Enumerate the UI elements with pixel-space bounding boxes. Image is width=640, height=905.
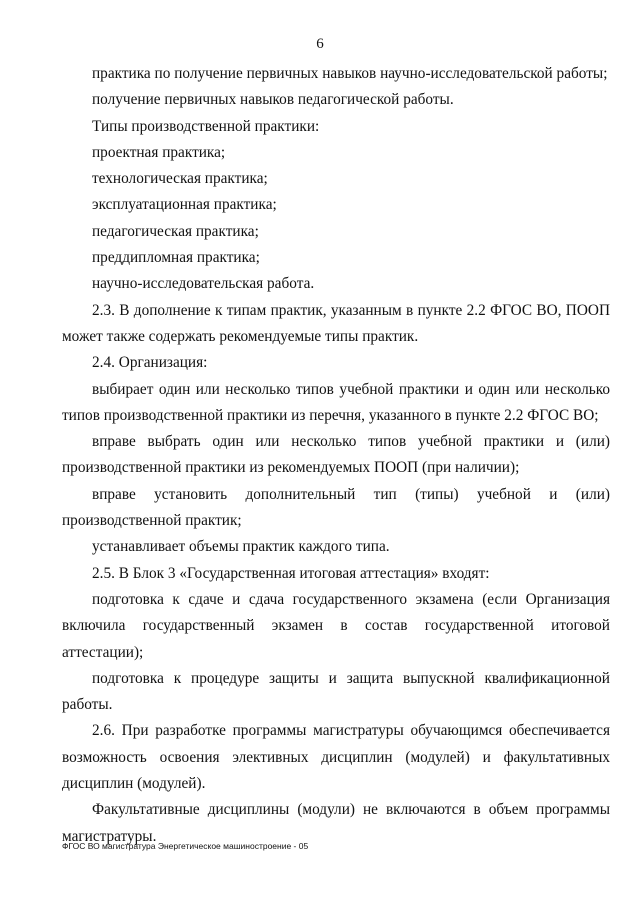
list-item: технологическая практика; <box>92 170 268 188</box>
paragraph: Типы производственной практики: <box>92 117 320 135</box>
paragraph: практика по получение первичных навыков научно-исследовательской работы; <box>92 65 608 82</box>
list-item: проектная практика; <box>92 143 226 161</box>
paragraph: 2.5. В Блок 3 «Государственная итоговая аттестация» входят: <box>92 564 490 582</box>
paragraph: подготовка к сдаче и сдача государственного экзамена (если Организация включила государственный экзамен в состав государственной итоговой аттестации); <box>62 590 610 661</box>
paragraph: получение первичных навыков педагогической работы. <box>92 91 454 109</box>
list-item: научно-исследовательская работа. <box>92 275 315 293</box>
paragraph: 2.3. В дополнение к типам практик, указанным в пункте 2.2 ФГОС ВО, ПООП может также содержать рекомендуемые типы практик. <box>62 301 610 345</box>
list-item: эксплуатационная практика; <box>92 196 277 214</box>
list-item: педагогическая практика; <box>92 222 259 240</box>
paragraph: подготовка к процедуре защиты и защита выпускной квалификационной работы. <box>62 669 610 714</box>
paragraph: вправе установить дополнительный тип (типы) учебной и (или) производственной практик; <box>62 485 610 530</box>
document-body <box>62 61 610 850</box>
page-footer: ФГОС ВО магистратура Энергетическое машиностроение - 05 <box>62 841 309 851</box>
paragraph: Факультативные дисциплины (модули) не включаются в объем программы магистратуры. <box>62 801 610 845</box>
page-number: 6 <box>316 36 324 52</box>
paragraph: вправе выбрать один или несколько типов учебной практики и (или) производственной практики из рекомендуемых ПООП (при наличии); <box>62 433 610 477</box>
paragraph: 2.6. При разработке программы магистратуры обучающимся обеспечивается возможность освоения элективных дисциплин (модулей) и факультативных дисциплин (модулей). <box>62 722 610 793</box>
paragraph: 2.4. Организация: <box>92 354 208 372</box>
paragraph: устанавливает объемы практик каждого типа. <box>92 538 390 556</box>
list-item: преддипломная практика; <box>92 249 260 267</box>
paragraph: выбирает один или несколько типов учебной практики и один или несколько типов производственной практики из перечня, указанного в пункте 2.2 ФГОС ВО; <box>62 380 610 424</box>
